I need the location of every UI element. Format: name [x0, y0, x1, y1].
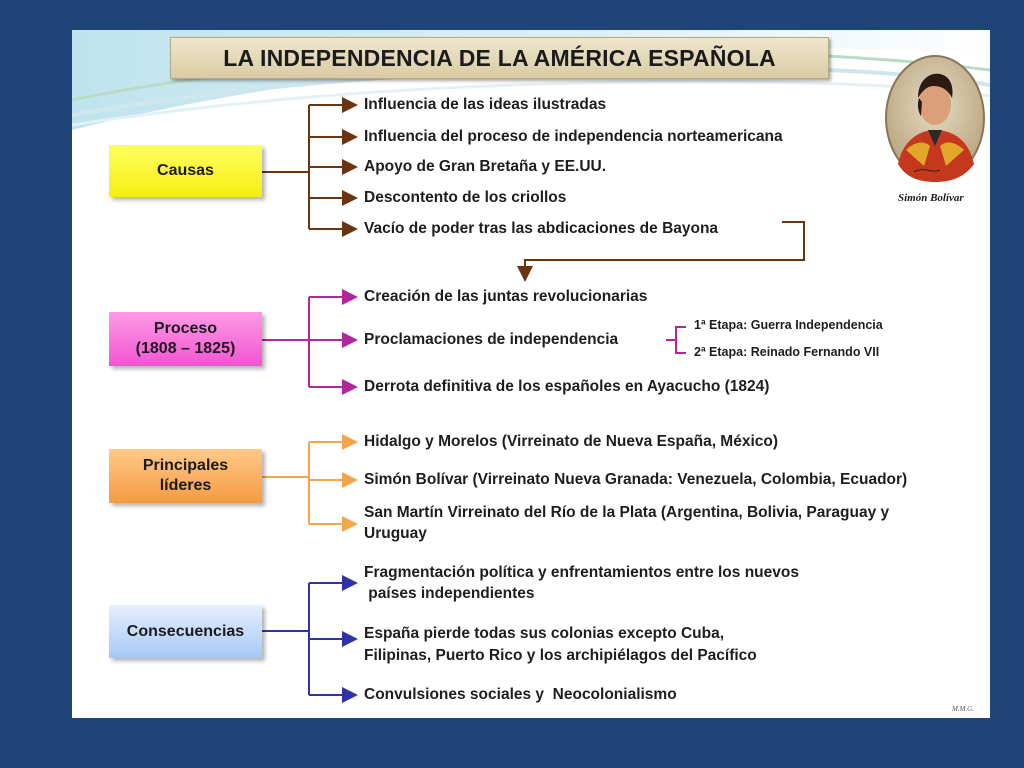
proceso-item: Creación de las juntas revolucionarias	[364, 288, 648, 305]
consecuencias-label: Consecuencias	[126, 622, 245, 640]
consecuencia-item: Convulsiones sociales y Neocolonialismo	[364, 686, 677, 703]
causa-item: Influencia de las ideas ilustradas	[364, 96, 607, 113]
causas-label: Causas	[157, 162, 214, 179]
proceso-sub-item: 1ª Etapa: Guerra Independencia	[694, 318, 883, 332]
simon-bolivar-portrait	[884, 54, 986, 186]
proceso-item: Derrota definitiva de los españoles en Ayacucho (1824)	[364, 378, 770, 395]
lider-item: Simón Bolívar (Virreinato Nueva Granada: Venezuela, Colombia, Ecuador)	[364, 471, 908, 488]
causas-box	[109, 145, 262, 197]
proceso-item: Proclamaciones de independencia	[364, 331, 619, 348]
lideres-box	[109, 449, 262, 503]
lideres-label-2: líderes	[159, 477, 212, 494]
causa-item: Influencia del proceso de independencia norteamericana	[364, 128, 783, 145]
proceso-sub-item: 2ª Etapa: Reinado Fernando VII	[694, 345, 880, 359]
consecuencia-item: España pierde todas sus colonias excepto Cuba,	[364, 625, 725, 642]
proceso-dates: (1808 – 1825)	[135, 340, 236, 357]
lider-item: San Martín Virreinato del Río de la Plata (Argentina, Bolivia, Paraguay y	[364, 504, 890, 521]
causa-item: Descontento de los criollos	[364, 189, 567, 206]
portrait-caption: Simón Bolívar	[898, 192, 964, 204]
causa-item: Apoyo de Gran Bretaña y EE.UU.	[364, 158, 607, 175]
page-title: LA INDEPENDENCIA DE LA AMÉRICA ESPAÑOLA	[170, 37, 829, 79]
causa-item: Vacío de poder tras las abdicaciones de Bayona	[364, 220, 719, 237]
lider-item: Hidalgo y Morelos (Virreinato de Nueva España, México)	[364, 433, 779, 450]
consecuencia-item: Fragmentación política y enfrentamientos entre los nuevos	[364, 564, 799, 581]
lideres-connectors	[262, 442, 354, 524]
consecuencia-item-cont: países independientes	[364, 585, 535, 602]
consecuencias-box	[109, 605, 262, 658]
author-credit: M.M.G.	[952, 705, 974, 713]
lideres-label: Principales	[142, 457, 229, 474]
proceso-box	[109, 312, 262, 366]
proceso-label: Proceso	[153, 320, 218, 337]
consecuencia-item-cont: Filipinas, Puerto Rico y los archipiélagos del Pacífico	[364, 647, 757, 664]
slide	[72, 30, 990, 718]
lider-item-cont: Uruguay	[364, 525, 427, 542]
consecuencias-connectors	[262, 583, 354, 695]
